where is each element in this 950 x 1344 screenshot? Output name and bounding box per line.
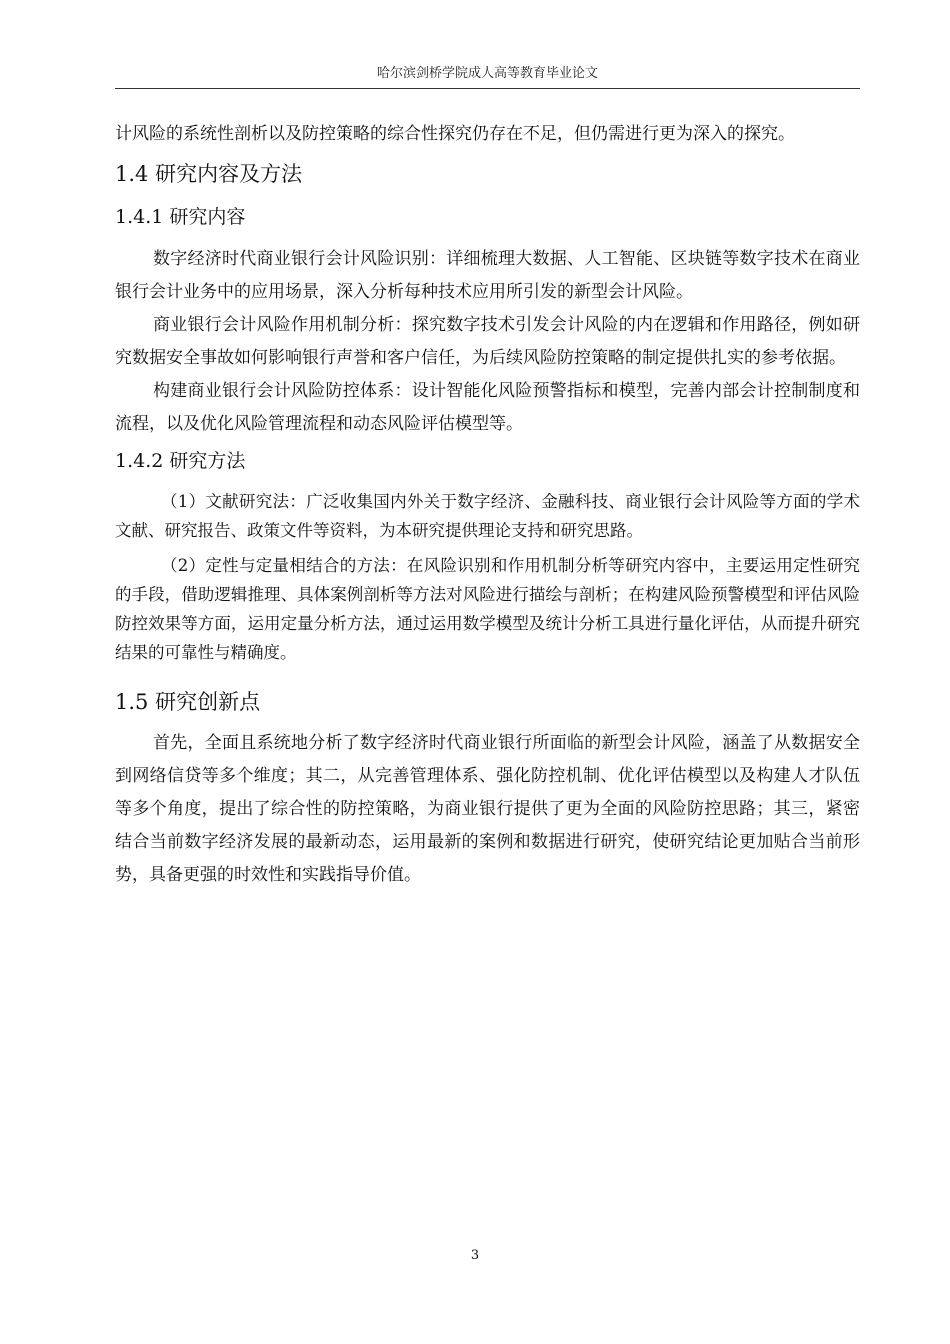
page-body — [115, 118, 860, 892]
intro-continuation: 计风险的系统性剖析以及防控策略的综合性探究仍存在不足，但仍需进行更为深入的探究。 — [115, 124, 795, 144]
paragraph: 商业银行会计风险作用机制分析：探究数字技术引发会计风险的内在逻辑和作用路径，例如研究数据安全事故如何影响银行声誉和客户信任，为后续风险防控策略的制定提供扎实的参考依据。 — [115, 315, 860, 368]
section-heading-1-5: 1.5 研究创新点 — [115, 690, 261, 714]
header-rule — [115, 88, 860, 89]
section-heading-1-4: 1.4 研究内容及方法 — [115, 162, 303, 186]
page-number: 3 — [470, 1248, 480, 1263]
paragraph: 数字经济时代商业银行会计风险识别：详细梳理大数据、人工智能、区块链等数字技术在商业银行会计业务中的应用场景，深入分析每种技术应用所引发的新型会计风险。 — [115, 249, 860, 302]
paragraph: （1）文献研究法：广泛收集国内外关于数字经济、金融科技、商业银行会计风险等方面的学术文献、研究报告、政策文件等资料，为本研究提供理论支持和研究思路。 — [115, 492, 860, 540]
running-header: 哈尔滨剑桥学院成人高等教育毕业论文 — [376, 66, 598, 81]
subsection-heading-1-4-2: 1.4.2 研究方法 — [115, 450, 246, 472]
paragraph: 首先，全面且系统地分析了数字经济时代商业银行所面临的新型会计风险，涵盖了从数据安全到网络信贷等多个维度；其二，从完善管理体系、强化防控机制、优化评估模型以及构建人才队伍等多个角度，提出了综合性的防控策略，为商业银行提供了更为全面的风险防控思路；其三，紧密结合当前数字经济发展的最新动态，运用最新的案例和数据进行研究，使研究结论更加贴合当前形势，具备更强的时效性和实践指导价值。 — [115, 733, 860, 885]
subsection-heading-1-4-1: 1.4.1 研究内容 — [115, 206, 246, 228]
paragraph: 构建商业银行会计风险防控体系：设计智能化风险预警指标和模型，完善内部会计控制制度和流程，以及优化风险管理流程和动态风险评估模型等。 — [115, 381, 860, 434]
paragraph: （2）定性与定量相结合的方法：在风险识别和作用机制分析等研究内容中，主要运用定性研究的手段，借助逻辑推理、具体案例剖析等方法对风险进行描绘与剖析；在构建风险预警模型和评估风险防控效果等方面，运用定量分析方法，通过运用数学模型及统计分析工具进行量化评估，从而提升研究结果的可靠性与精确度。 — [115, 556, 860, 662]
